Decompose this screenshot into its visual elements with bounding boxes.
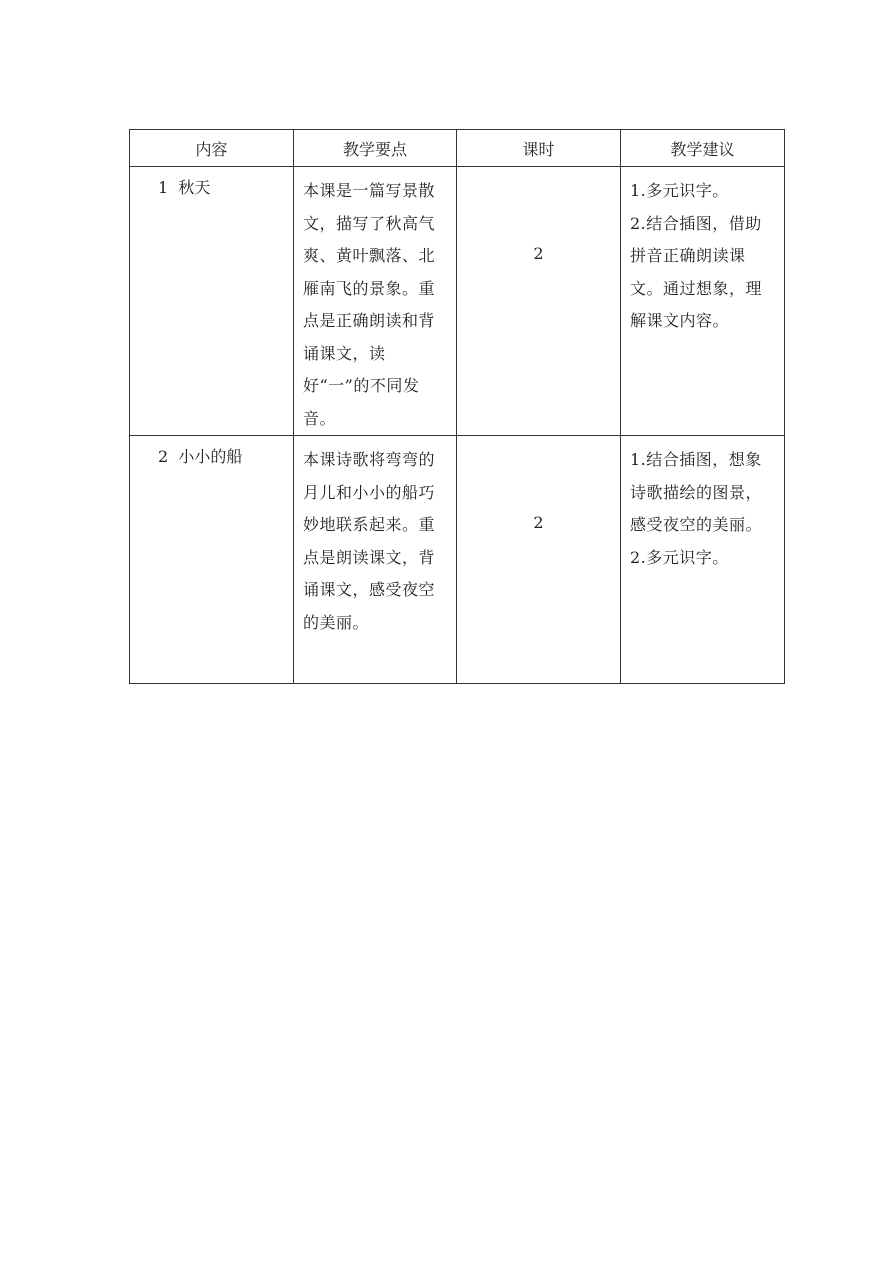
advice-item: 1.结合插图，想象诗歌描绘的图景，感受夜空的美丽。 <box>630 450 763 534</box>
teaching-advice-text <box>621 436 784 574</box>
table-row <box>130 167 785 436</box>
lesson-plan-table <box>129 129 785 684</box>
teaching-points-text: 本课诗歌将弯弯的月儿和小小的船巧妙地联系起来。重点是朗读课文，背诵课文，感受夜空的美丽。 <box>303 450 436 632</box>
advice-item: 2.结合插图，借助拼音正确朗读课文。通过想象，理解课文内容。 <box>630 213 763 330</box>
cell-content <box>130 436 294 684</box>
table-row <box>130 436 785 684</box>
cell-teaching-points <box>294 167 457 436</box>
cell-teaching-advice <box>621 436 785 684</box>
advice-item: 1.多元识字。 <box>630 181 729 200</box>
lesson-title: 1 秋天 <box>158 178 211 197</box>
header-content: 内容 <box>130 130 294 167</box>
class-hours-value: 2 <box>533 513 544 532</box>
cell-content <box>130 167 294 436</box>
teaching-advice-text <box>621 167 784 338</box>
cell-teaching-points <box>294 436 457 684</box>
header-teaching-advice: 教学建议 <box>621 130 785 167</box>
cell-class-hours <box>457 436 621 684</box>
header-class-hours: 课时 <box>457 130 621 167</box>
table-header-row <box>130 130 785 167</box>
class-hours-value: 2 <box>533 244 544 263</box>
cell-class-hours <box>457 167 621 436</box>
cell-teaching-advice <box>621 167 785 436</box>
teaching-points-text: 本课是一篇写景散文，描写了秋高气爽、黄叶飘落、北雁南飞的景象。重点是正确朗读和背诵课文，读好“一”的不同发音。 <box>303 181 436 428</box>
header-teaching-points: 教学要点 <box>294 130 457 167</box>
advice-item: 2.多元识字。 <box>630 547 729 567</box>
lesson-title: 2 小小的船 <box>158 447 243 466</box>
